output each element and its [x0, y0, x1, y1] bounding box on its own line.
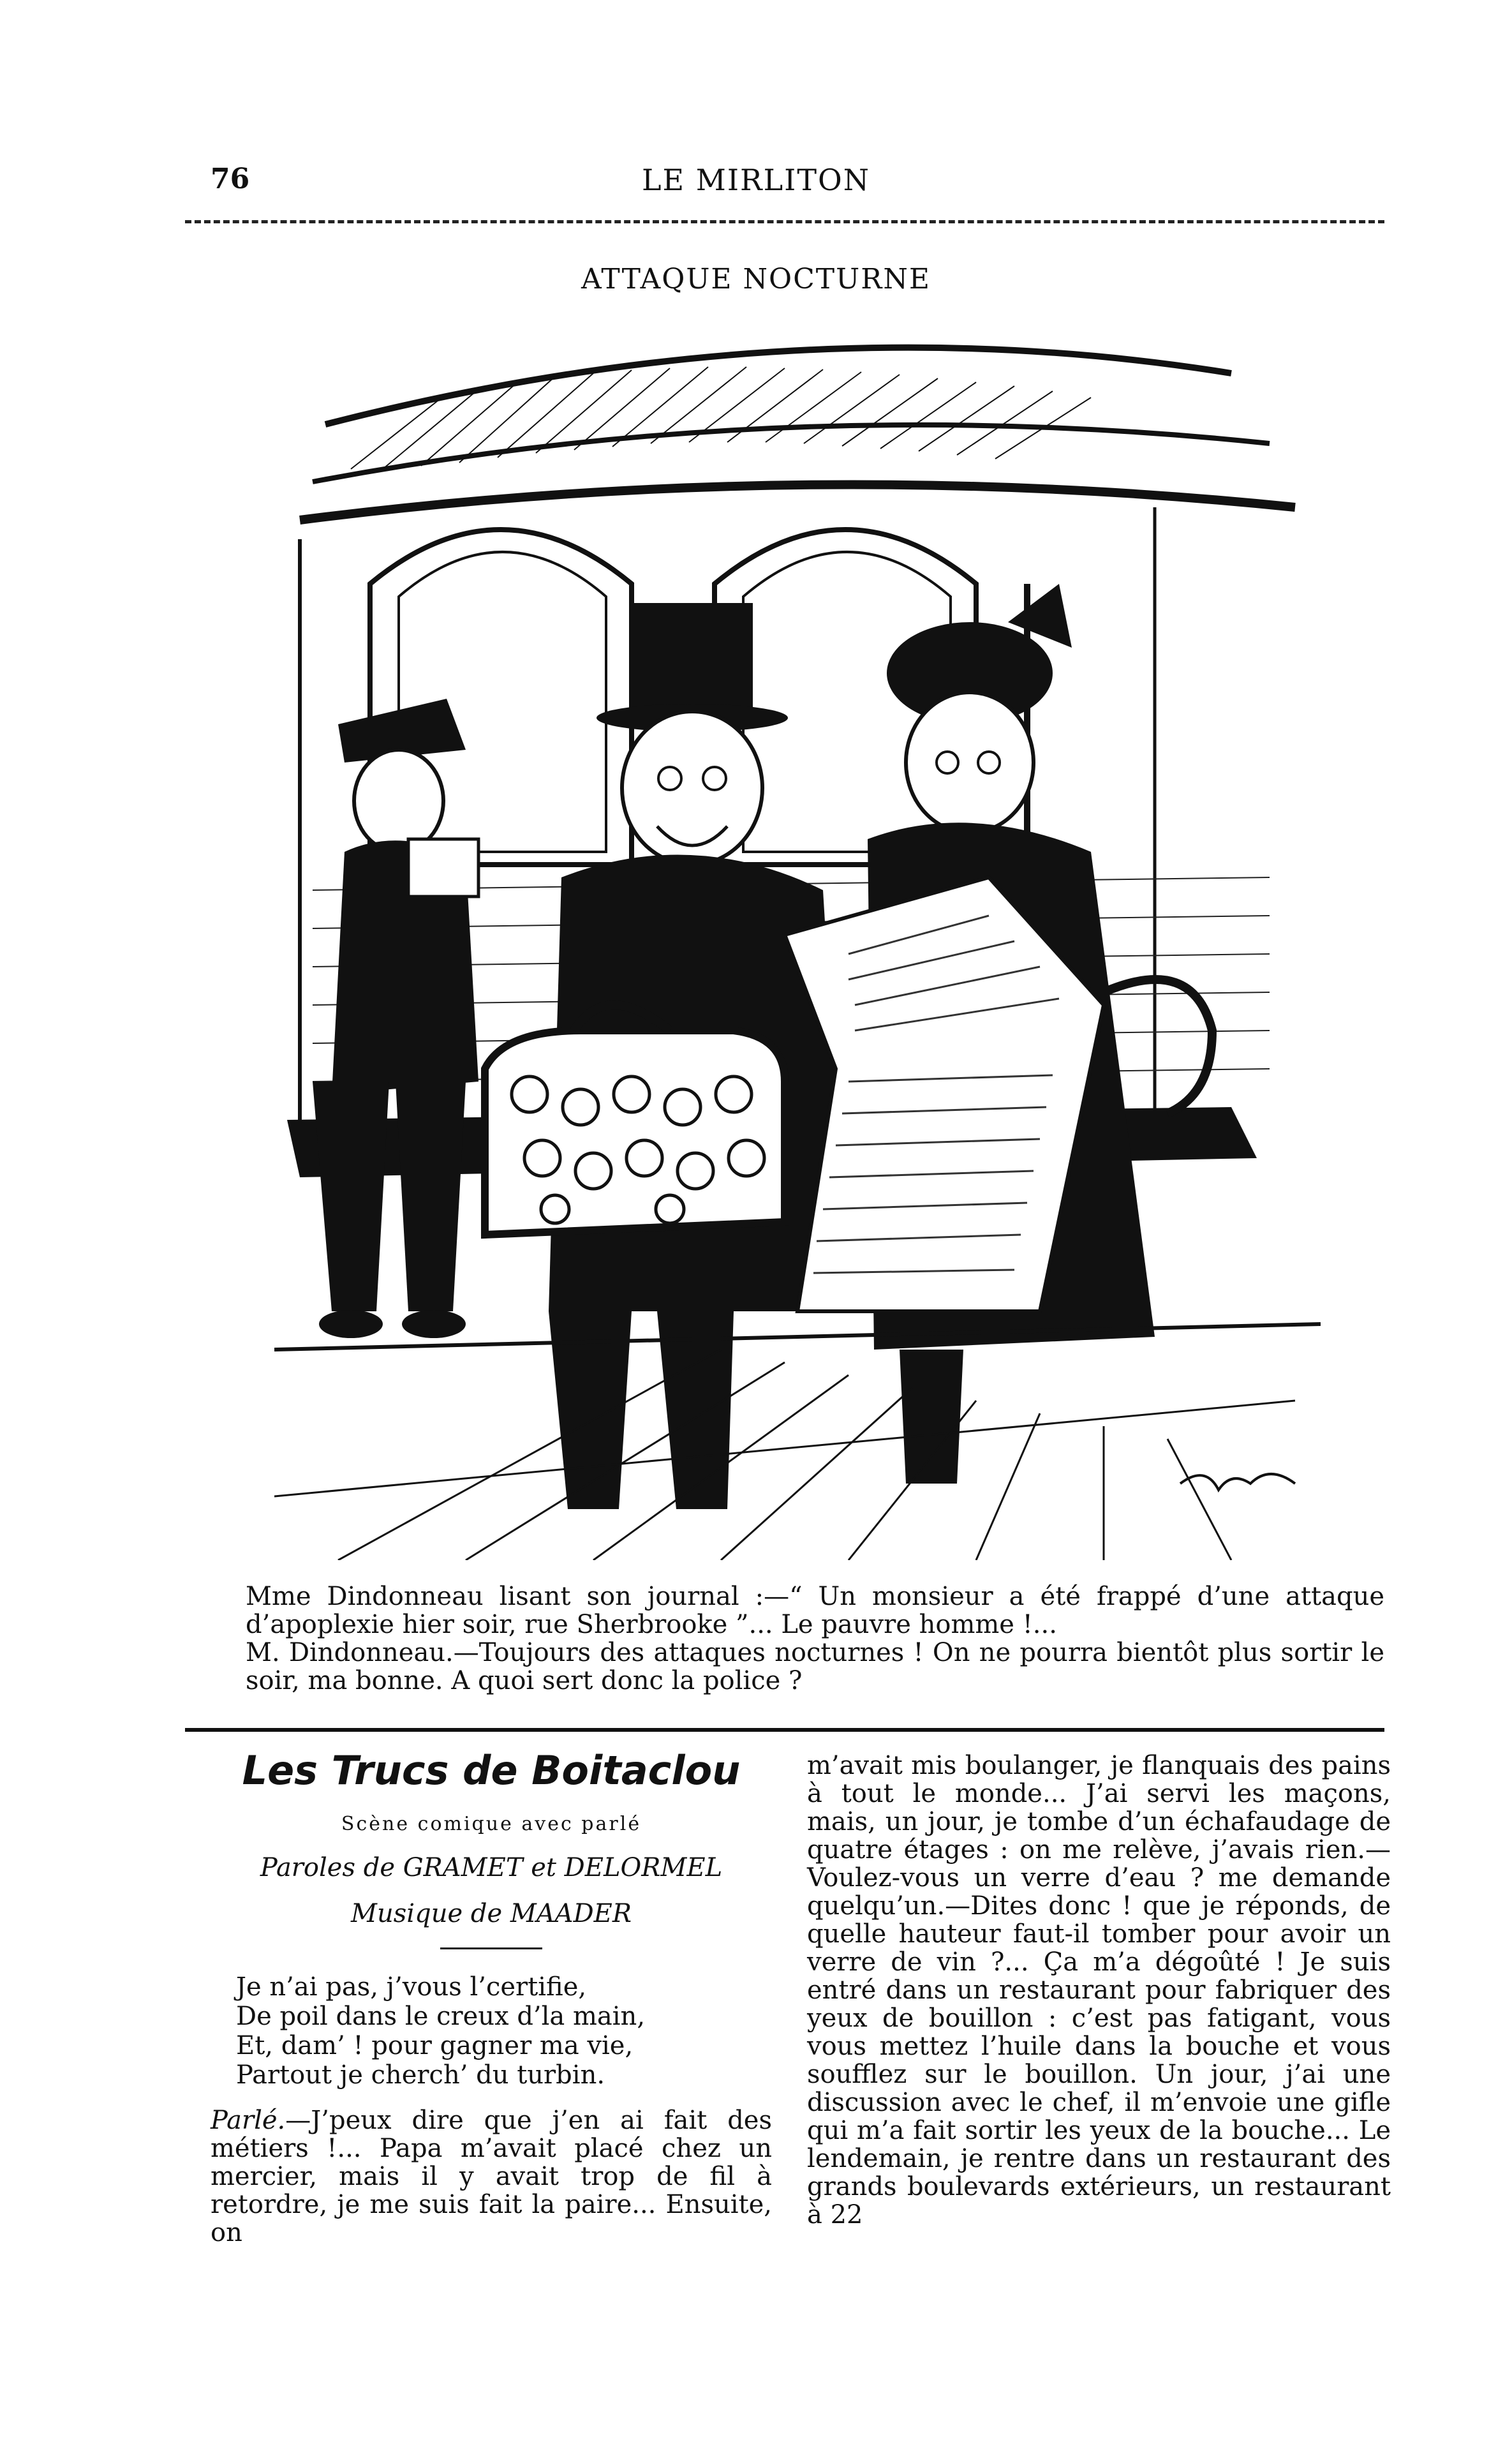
song-credits: Paroles de GRAMET et DELORMEL [260, 1853, 723, 1882]
page-number: 76 [211, 163, 250, 195]
header-rule [185, 220, 1384, 223]
journal-title: LE MIRLITON [641, 163, 870, 197]
section-rule [185, 1728, 1384, 1732]
song-title: Les Trucs de Boitaclou [242, 1747, 741, 1794]
carpet-bag [485, 1005, 785, 1235]
spoken-label: Parlé. [211, 2106, 286, 2135]
song-subtitle: Scène comique avec parlé [341, 1813, 642, 1835]
short-rule [440, 1947, 542, 1949]
song-verse [236, 1972, 772, 2090]
verse-line: Je n’ai pas, j’vous l’certifie, [236, 1972, 587, 2002]
verse-line: Et, dam’ ! pour gagner ma vie, [236, 2031, 634, 2060]
boy-figure [313, 699, 478, 1338]
spoken-text: —J’peux dire que j’en ai fait des métiers !... Papa m’avait placé chez un mercier, mais il y avait trop de fil à retordre, je me suis fait la paire... Ensuite, on [211, 2106, 772, 2247]
verse-line: De poil dans le creux d’la main, [236, 2002, 646, 2031]
illustration-title: ATTAQUE NOCTURNE [581, 263, 931, 295]
caption-line-1: Mme Dindonneau lisant son journal :—“ Un monsieur a été frappé d’une attaque d’apoplexie hier soir, rue Sherbrooke ”... Le pauvre homme !... [246, 1582, 1384, 1639]
song-right-column: m’avait mis boulanger, je flanquais des pains à tout le monde... J’ai servi les maçons, mais, un jour, je tombe d’un échafaudage de quatre étages : on me relève, j’avais rien.—Voulez-vous un verre d’eau ? me demande quelqu’un.—Dites donc ! que je réponds, de quelle hauteur faut-il tomber pour avoir un verre de vin ?... Ça m’a dégoûté ! Je suis entré dans un restaurant pour fabriquer des yeux de bouillon : c’est pas fatigant, vous vous mettez l’huile dans la bouche et vous soufflez sur le bouillon. Un jour, j’ai une discussion avec le chef, il m’envoie une gifle qui m’a fait sortir les yeux de la bouche... Le lendemain, je rentre dans un restaurant des grands boulevards extérieurs, un restaurant à 22 [807, 1751, 1391, 2230]
engraving-illustration [274, 316, 1321, 1560]
song-left-column [211, 1745, 772, 2247]
verse-line: Partout je cherch’ du turbin. [236, 2060, 605, 2090]
artist-signature [1180, 1474, 1295, 1490]
spoken-passage [211, 2106, 772, 2247]
floor [274, 1324, 1321, 1560]
caption-line-2: M. Dindonneau.—Toujours des attaques nocturnes ! On ne pourra bientôt plus sortir le soir, ma bonne. A quoi sert donc la police ? [246, 1638, 1384, 1695]
illustration-caption [246, 1582, 1384, 1695]
tram-roof [300, 348, 1295, 520]
song-music: Musique de MAADER [351, 1899, 632, 1928]
